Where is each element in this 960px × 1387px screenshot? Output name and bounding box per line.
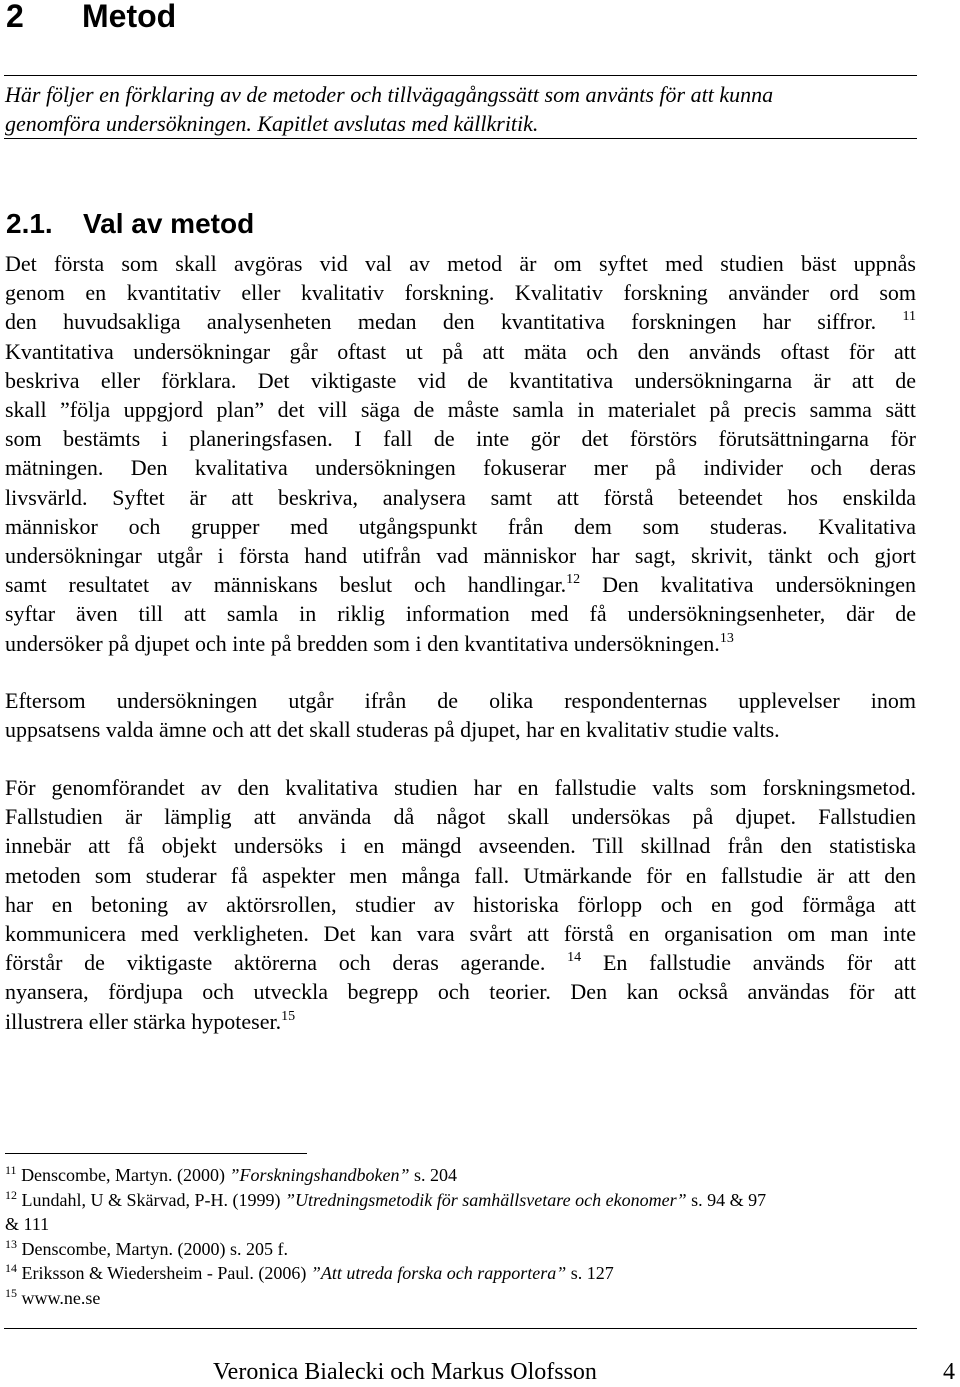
paragraph-line [5,1007,916,1036]
footnote-ref[interactable]: 14 [567,950,582,966]
footnote-12 [5,1188,916,1213]
paragraph-line [5,629,916,658]
paragraph-line: människor och grupper med utgångspunkt från dem som studeras. Kvalitativa [5,513,916,539]
footnote-source-title: ”Forskningshandboken” [229,1165,410,1185]
footnote-number: 13 [5,1236,17,1251]
chapter-heading [6,0,176,38]
section-number: 2.1. [6,208,53,239]
chapter-title: Metod [82,0,177,34]
intro-rule [4,138,917,139]
paragraph-line: Kvantitativa undersökningar går oftast ut på att mäta och den används oftast för att [5,338,916,364]
footnote-number: 11 [5,1163,17,1177]
footnote-text: s. 127 [566,1263,614,1284]
paragraph-text: förstår de viktigaste aktörerna och deras agerande. [5,950,546,976]
paragraph-line: nyansera, fördjupa och utveckla begrepp och teorier. Den kan också användas för att [5,979,916,1005]
paragraph-line: Fallstudien är lämplig att använda då något skall undersökas på djupet. Fallstudien [5,804,916,830]
paragraph-line: innebär att få objekt undersöks i en mängd avseenden. Till skillnad från den statistiska [5,833,916,859]
footnote-text: Lundahl, U & Skärvad, P-H. (1999) [21,1189,285,1210]
paragraph-text: illustrera eller stärka hypoteser. [5,1008,282,1034]
footnote-11 [5,1163,916,1188]
footnote-text: Denscombe, Martyn. (2000) s. 205 f. [21,1238,288,1259]
footer-rule [4,1328,917,1329]
paragraph-line [5,948,916,977]
footnote-14 [5,1261,916,1286]
intro-line: Här följer en förklaring av de metoder och tillvägagångssätt som använts för att kunna [5,82,774,107]
paragraph-line: För genomförandet av den kvalitativa studien har en fallstudie valts som forskningsmetod. [5,775,916,800]
footnote-13 [5,1237,916,1262]
paragraph-line: undersökningar utgår i första hand utifrån vad människor har sagt, skrivit, tänkt och gjort [5,543,916,569]
paragraph-line [5,570,916,599]
paragraph-text: En fallstudie används för att [602,950,917,976]
footnote-ref[interactable]: 13 [719,630,734,646]
heading-rule [4,75,917,76]
paragraph-line: Eftersom undersökningen utgår ifrån de olika respondenternas upplevelser inom [5,688,916,713]
intro-line: genomföra undersökningen. Kapitlet avslutas med källkritik. [5,111,539,136]
paragraph-line: har en betoning av aktörsrollen, studier av historiska förlopp och en god förmåga att [5,891,916,917]
paragraph-line: skall ”följa uppgjord plan” det vill säga de måste samla in materialet på precis samma sätt [5,397,916,423]
footnote-link[interactable]: www.ne.se [21,1287,101,1308]
footnote-ref[interactable]: 12 [566,572,581,588]
footnote-source-title: ”Att utreda forska och rapportera” [310,1263,567,1284]
paragraph-line: genom en kvantitativ eller kvalitativ forskning. Kvalitativ forskning använder ord som [5,280,916,306]
footnote-15 [5,1286,916,1311]
footnote-number: 14 [5,1261,17,1276]
paragraph-line: metoden som studerar få aspekter men många fall. Utmärkande för en fallstudie är att den [5,862,916,888]
section-title: Val av metod [83,208,255,239]
footnote-ref[interactable]: 15 [281,1008,296,1024]
body-paragraph [5,686,916,744]
footnote-12-continuation: & 111 [5,1214,50,1235]
body-paragraph [5,773,916,1036]
footnote-text: s. 94 & 97 [686,1189,767,1210]
paragraph-line: kommunicera med verkligheten. Det kan vara svårt att förstå en organisation om man inte [5,921,916,947]
paragraph-text: den huvudsakliga analysenheten medan den kvantitativa forskningen har siffror. [5,309,877,335]
paragraph-line: beskriva eller förklara. Det viktigaste vid de kvantitativa undersökningarna är att de [5,367,916,393]
footnote-text: Eriksson & Wiedersheim - Paul. (2006) [21,1263,311,1284]
paragraph-text: undersöker på djupet och inte på bredden som i den kvantitativa undersökningen. [5,630,720,656]
footnote-number: 15 [5,1285,17,1300]
footer-authors: Veronica Bialecki och Markus Olofsson [213,1359,597,1385]
section-heading [6,206,254,242]
footnote-separator [5,1153,307,1154]
chapter-number: 2 [6,0,24,34]
paragraph-line [5,307,916,336]
paragraph-line: livsvärld. Syftet är att beskriva, analysera samt att förstå beteendet hos enskilda [5,484,916,510]
chapter-intro [5,80,916,138]
footnote-text: s. 204 [409,1165,458,1185]
paragraph-text: samt resultatet av människans beslut och handlingar. [5,572,567,598]
footnote-text: Denscombe, Martyn. (2000) [21,1165,230,1185]
paragraph-line: syftar även till att samla in riklig information med få undersökningsenheter, där de [5,601,916,627]
footnotes [5,1163,916,1311]
page-number: 4 [943,1359,955,1385]
footnote-number: 12 [5,1187,17,1202]
body-paragraph [5,249,916,658]
footnote-source-title: ”Utredningsmetodik för samhällsvetare och ekonomer” [284,1189,687,1210]
paragraph-line: mätningen. Den kvalitativa undersökningen fokuserar mer på individer och deras [5,455,916,481]
paragraph-line: uppsatsens valda ämne och att det skall studeras på djupet, har en kvalitativ studie valts. [5,717,780,743]
paragraph-text: Den kvalitativa undersökningen [602,572,916,598]
footnote-ref[interactable]: 11 [902,309,916,325]
paragraph-line: som bestämts i planeringsfasen. I fall de inte gör det förstörs förutsättningarna för [5,426,916,452]
paragraph-line: Det första som skall avgöras vid val av metod är om syftet med studien bäst uppnås [5,251,916,276]
